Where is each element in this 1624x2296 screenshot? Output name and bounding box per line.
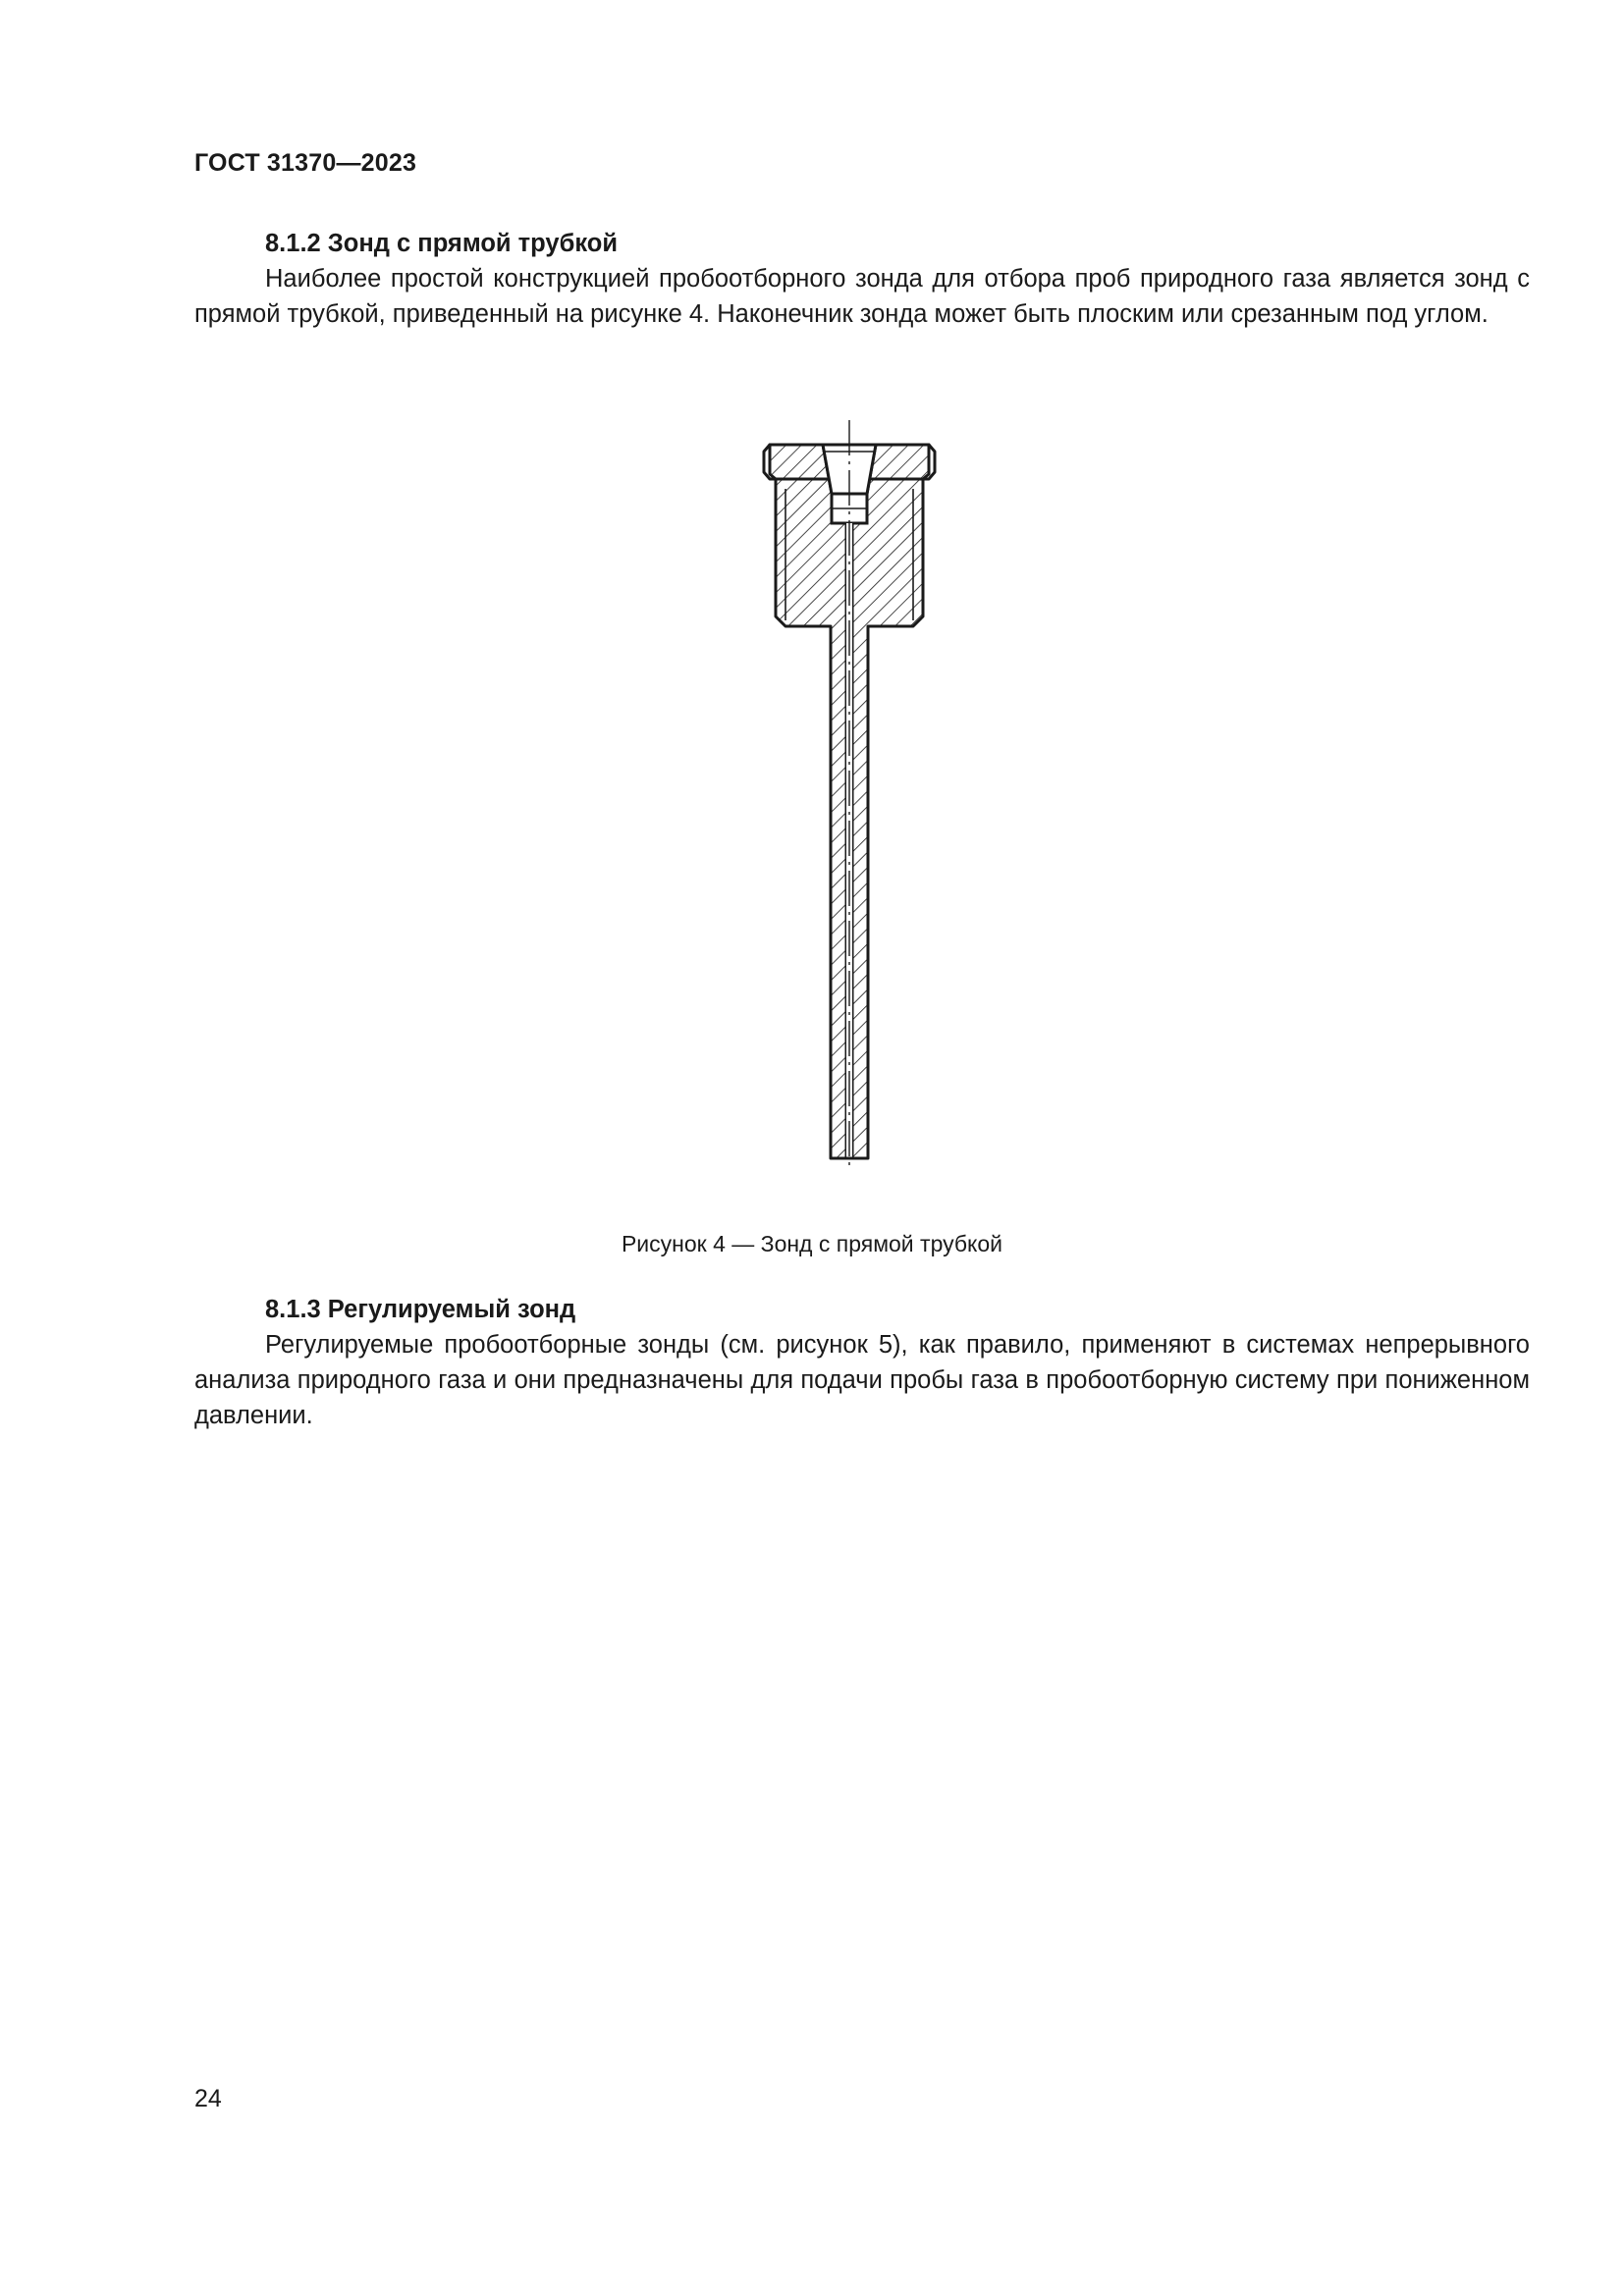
section-8-1-2 xyxy=(194,226,1530,332)
figure-straight-tube-probe xyxy=(727,412,972,1198)
figure-caption: Рисунок 4 — Зонд с прямой трубкой xyxy=(621,1231,1003,1256)
section-paragraph: Регулируемые пробоотборные зонды (см. рисунок 5), как правило, применяют в системах непрерывного анализа природного газа и они предназначены для подачи пробы газа в пробоотборную систему при пониженном давлении. xyxy=(194,1331,1530,1429)
probe-drawing xyxy=(727,412,972,1198)
probe-left-section xyxy=(770,445,846,1158)
standard-header: ГОСТ 31370—2023 xyxy=(194,149,417,177)
probe-right-section xyxy=(852,445,929,1158)
section-heading: 8.1.3 Регулируемый зонд xyxy=(265,1296,576,1323)
section-8-1-3 xyxy=(194,1292,1530,1433)
page-number: 24 xyxy=(194,2085,222,2112)
section-heading: 8.1.2 Зонд с прямой трубкой xyxy=(265,230,619,257)
section-paragraph: Наиболее простой конструкцией пробоотборного зонда для отбора проб природного газа является зонд с прямой трубкой, приведенный на рисунке 4. Наконечник зонда может быть плоским или срезанным под углом. xyxy=(194,265,1530,328)
